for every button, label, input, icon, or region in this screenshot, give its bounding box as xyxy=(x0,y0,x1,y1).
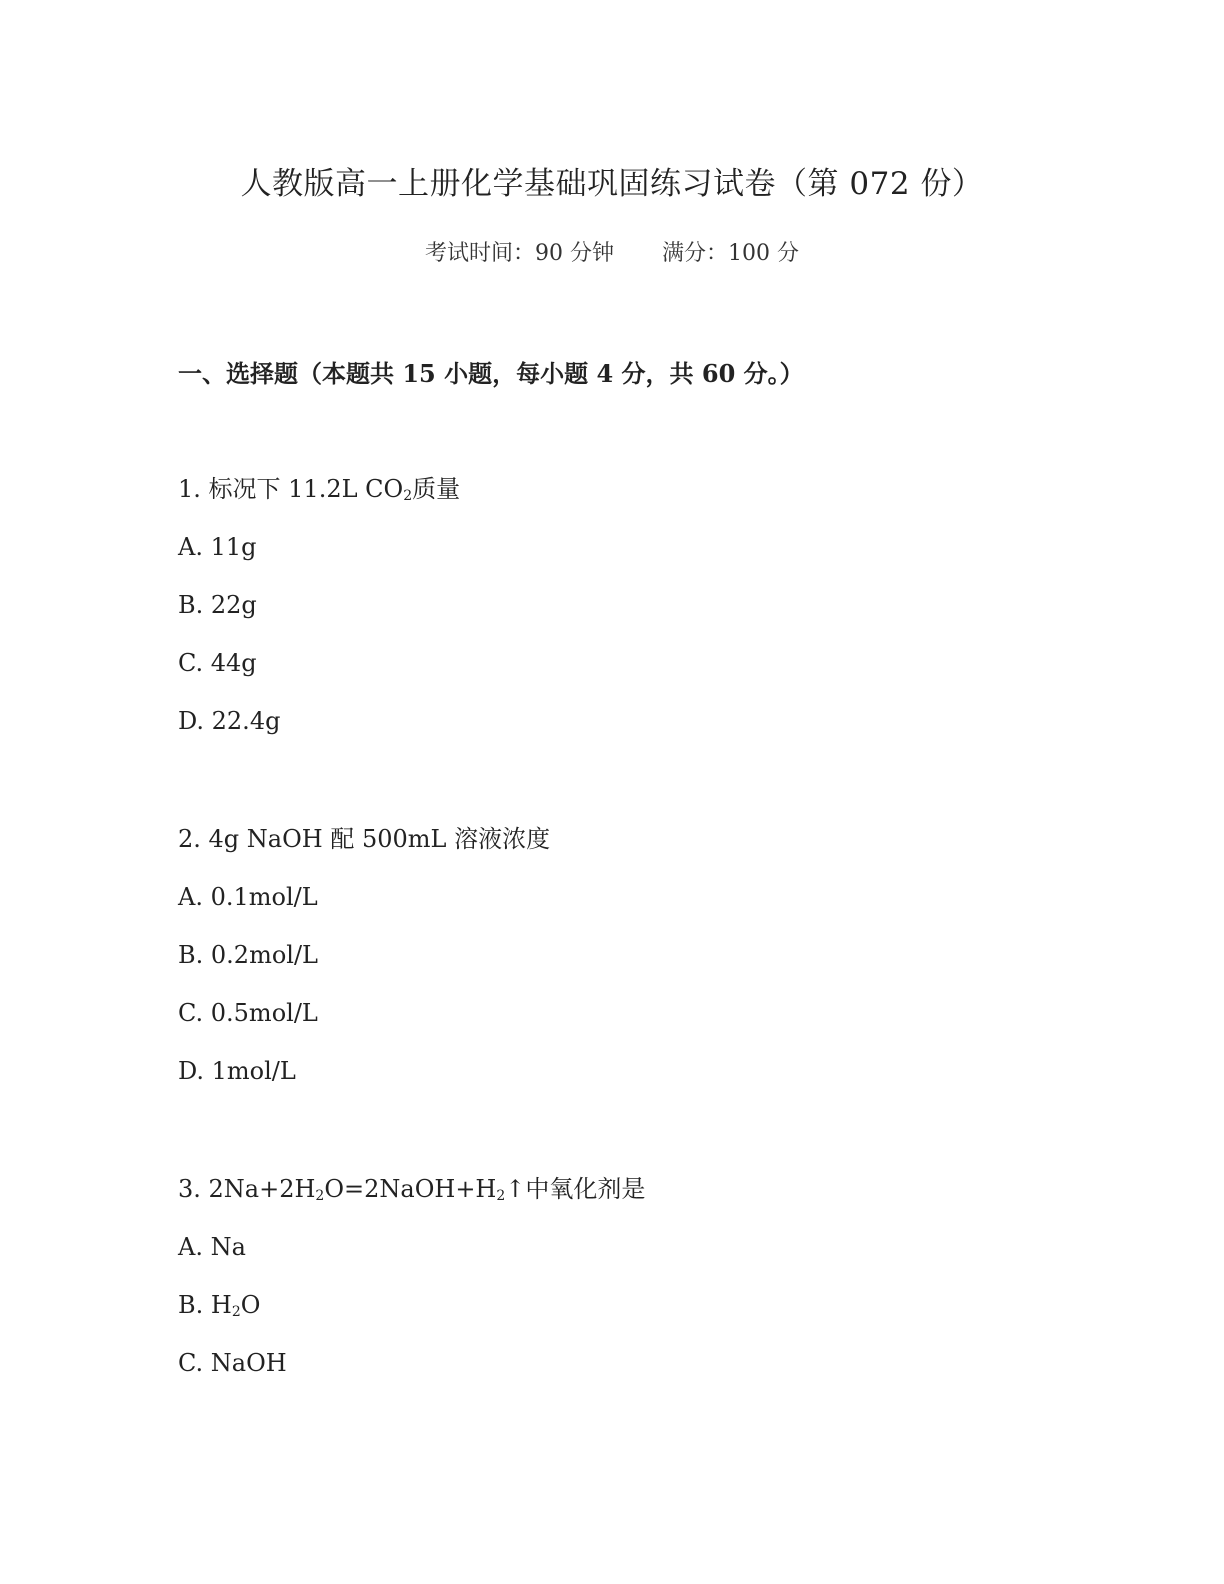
question-2-stem: 2. 4g NaOH 配 500mL 溶液浓度 xyxy=(178,825,551,853)
question-3-option-c xyxy=(178,1348,287,1378)
question-3-stem xyxy=(178,1174,645,1204)
exam-meta xyxy=(0,236,1224,267)
question-3-stem-part2: O=2NaOH+H xyxy=(324,1175,497,1203)
full-score: 满分：100 分 xyxy=(662,241,799,266)
question-1-option-b: B. 22g xyxy=(178,591,257,619)
question-3-option-a xyxy=(178,1232,246,1262)
question-3-stem-part3: ↑中氧化剂是 xyxy=(505,1175,646,1203)
question-2-option-a: A. 0.1mol/L xyxy=(178,883,318,911)
question-1-option-d: D. 22.4g xyxy=(178,707,281,735)
question-1-stem xyxy=(178,474,460,504)
question-3-stem-part1: 3. 2Na+2H xyxy=(178,1175,316,1203)
question-3-option-c-text: C. NaOH xyxy=(178,1349,287,1377)
question-1-stem-text: 1. 标况下 11.2L CO xyxy=(178,475,404,503)
question-1-option-c: C. 44g xyxy=(178,649,257,677)
question-2-option-b: B. 0.2mol/L xyxy=(178,941,318,969)
question-3-subscript-2: 2 xyxy=(496,1188,506,1204)
section-heading: 一、选择题（本题共 15 小题，每小题 4 分，共 60 分。） xyxy=(178,359,804,388)
question-1-subscript: 2 xyxy=(403,488,413,504)
exam-title: 人教版高一上册化学基础巩固练习试卷（第 072 份） xyxy=(240,166,984,202)
question-1-option-a: A. 11g xyxy=(178,533,257,561)
question-2-option-c: C. 0.5mol/L xyxy=(178,999,318,1027)
question-3-subscript-1: 2 xyxy=(315,1188,325,1204)
question-1-stem-suffix: 质量 xyxy=(412,475,461,503)
question-3-option-b-suffix: O xyxy=(240,1291,261,1319)
question-3-option-b-subscript: 2 xyxy=(231,1304,241,1320)
question-3-option-a-text: A. Na xyxy=(178,1233,246,1261)
exam-time: 考试时间：90 分钟 xyxy=(425,241,614,266)
question-3-option-b-text: B. H xyxy=(178,1291,232,1319)
question-2-option-d: D. 1mol/L xyxy=(178,1057,296,1085)
question-3-option-b xyxy=(178,1290,260,1320)
